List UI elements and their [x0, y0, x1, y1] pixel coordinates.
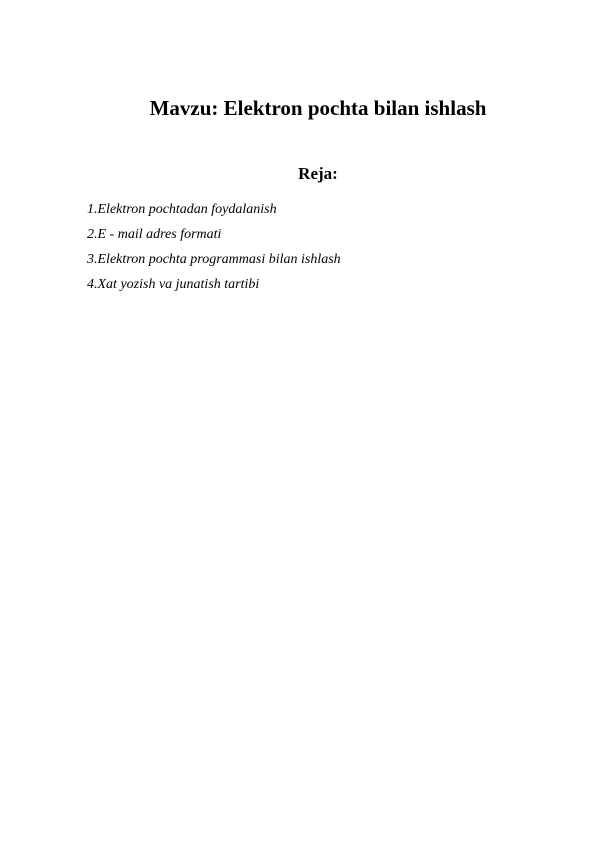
plan-item-1: 1.Elektron pochtadan foydalanish: [87, 202, 277, 217]
plan-item-2: 2.E - mail adres formati: [87, 227, 222, 242]
plan-heading: Reja:: [298, 164, 338, 183]
document-title: Mavzu: Elektron pochta bilan ishlash: [149, 96, 487, 120]
plan-item-3: 3.Elektron pochta programmasi bilan ishlash: [87, 252, 341, 267]
plan-item-4: 4.Xat yozish va junatish tartibi: [87, 277, 260, 292]
plan-list: [87, 197, 341, 297]
